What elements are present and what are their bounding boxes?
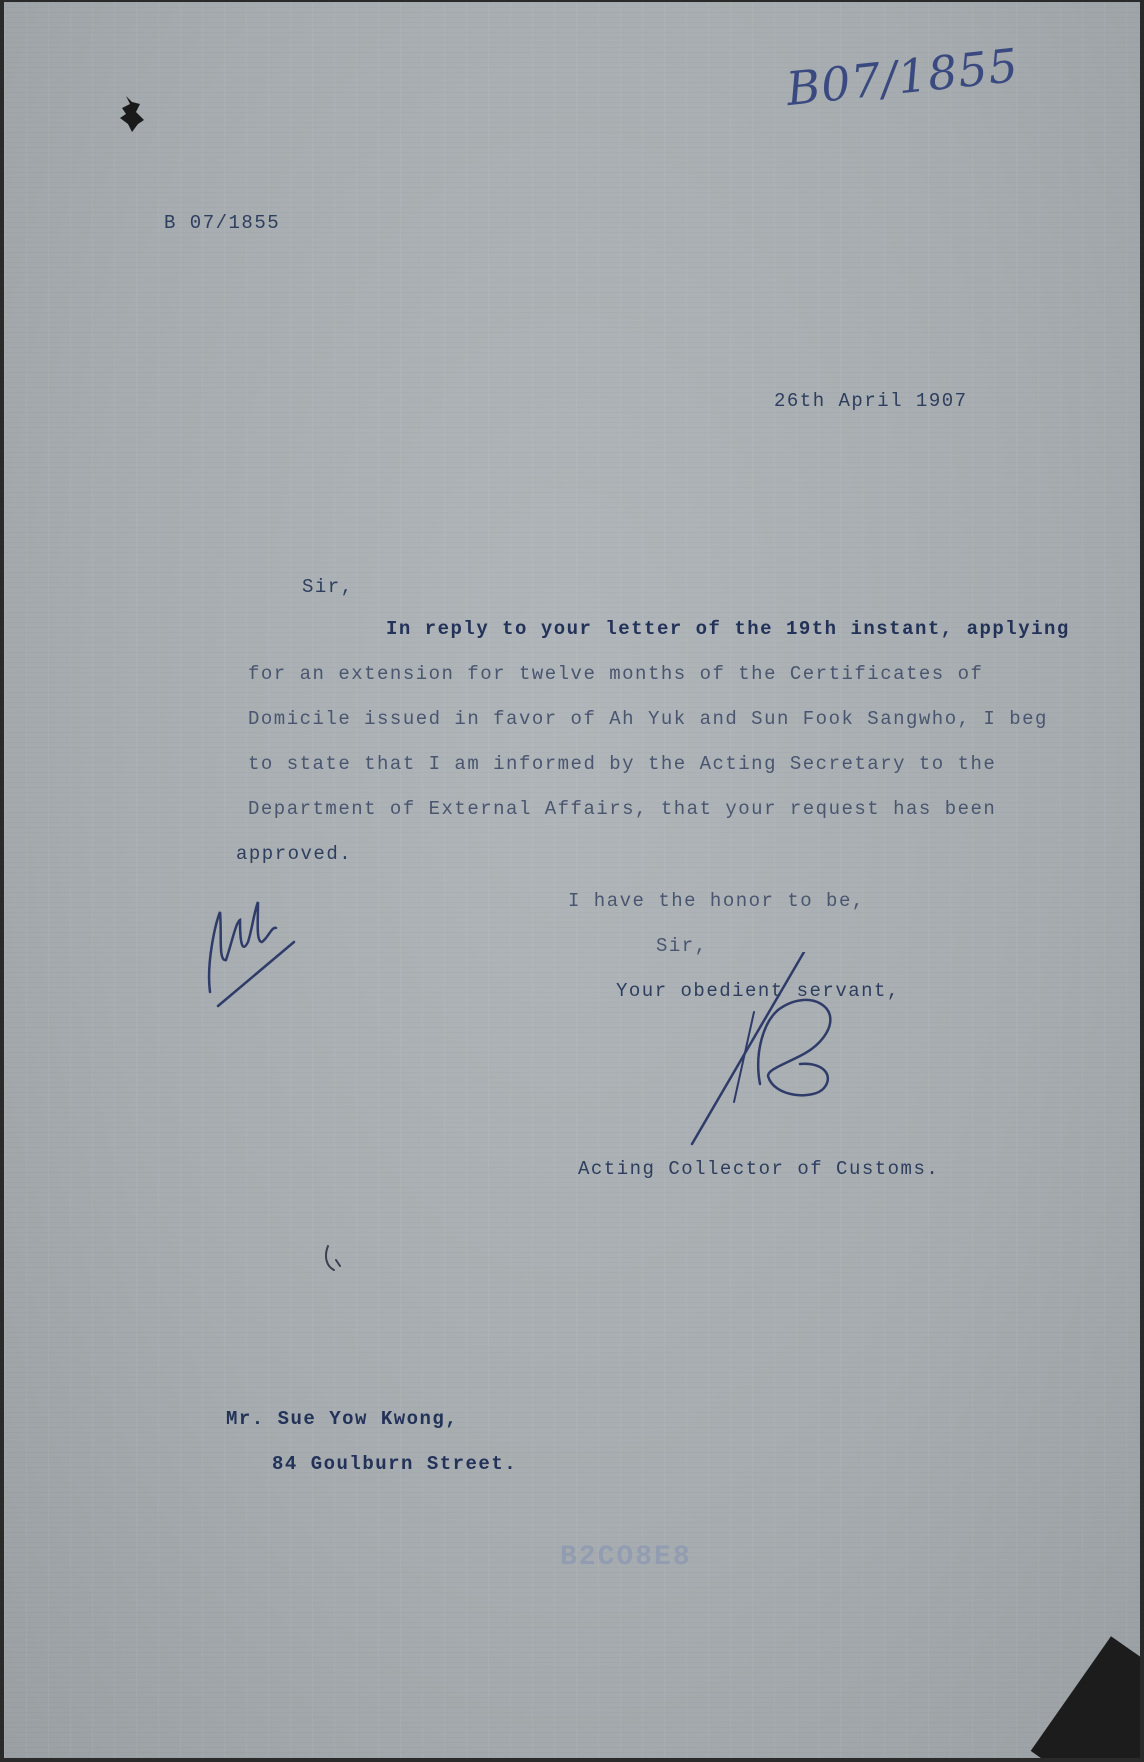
body-line: approved. bbox=[236, 843, 353, 865]
letter-date: 26th April 1907 bbox=[774, 390, 968, 412]
closing-line-2: Sir, bbox=[656, 935, 708, 957]
faded-stamp: B2CO8E8 bbox=[560, 1542, 692, 1573]
document-sheet bbox=[4, 2, 1140, 1758]
body-line: Domicile issued in favor of Ah Yuk and Sun Fook Sangwho, I beg bbox=[248, 708, 1048, 730]
body-line: to state that I am informed by the Acting Secretary to the bbox=[248, 753, 997, 775]
file-reference: B 07/1855 bbox=[164, 212, 281, 234]
closing-line-1: I have the honor to be, bbox=[568, 890, 865, 912]
pencil-mark-icon bbox=[322, 1242, 346, 1274]
addressee-name: Mr. Sue Yow Kwong, bbox=[226, 1408, 459, 1430]
hole-punch-icon bbox=[116, 94, 148, 134]
body-line: Department of External Affairs, that your request has been bbox=[248, 798, 997, 820]
salutation: Sir, bbox=[302, 576, 354, 598]
handwritten-initials-icon bbox=[196, 882, 306, 1012]
body-line: In reply to your letter of the 19th instant, applying bbox=[386, 618, 1070, 640]
closing-line-3: Your obedient servant, bbox=[616, 980, 900, 1002]
signatory-title: Acting Collector of Customs. bbox=[578, 1158, 940, 1180]
addressee-street: 84 Goulburn Street. bbox=[272, 1453, 518, 1475]
handwritten-signature-icon bbox=[684, 952, 884, 1152]
body-line: for an extension for twelve months of the Certificates of bbox=[248, 663, 984, 685]
torn-corner bbox=[1031, 1636, 1140, 1758]
handwritten-reference: B07/1855 bbox=[783, 37, 1022, 117]
